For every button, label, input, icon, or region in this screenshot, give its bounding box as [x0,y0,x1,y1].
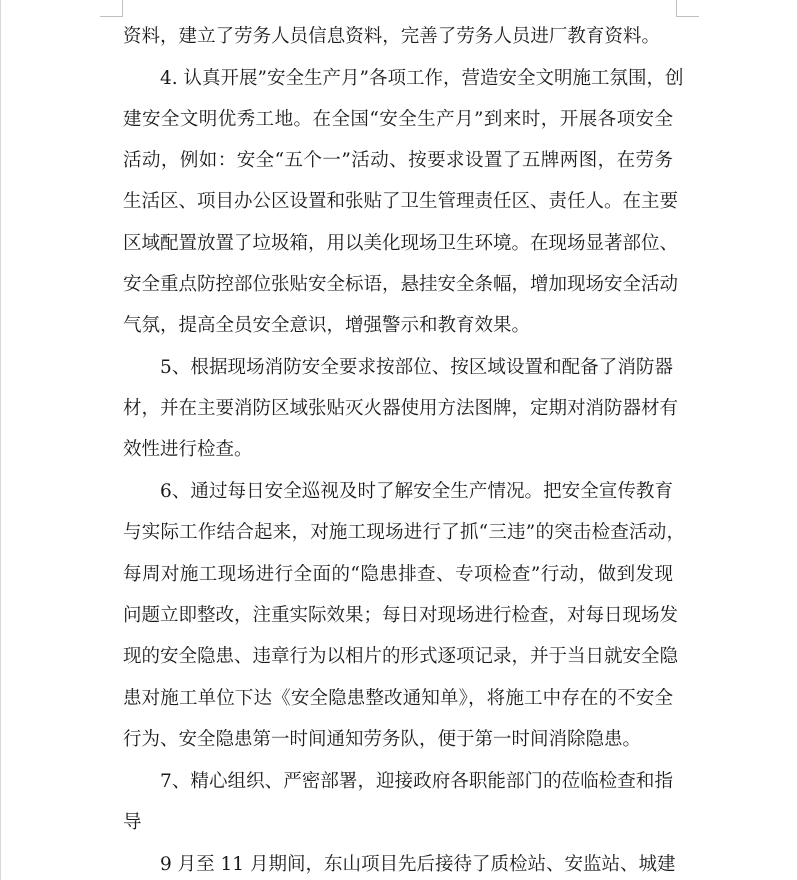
text-line: 4. 认真开展”安全生产月”各项工作，营造安全文明施工氛围，创 [160,68,684,89]
text-line: 与实际工作结合起来，对施工现场进行了抓“三违”的突击检查活动， [123,522,685,543]
text-line: 患对施工单位下达《安全隐患整改通知单》，将施工中存在的不安全 [123,688,673,709]
text-line: 效性进行检查。 [123,439,253,460]
text-line: 生活区、项目办公区设置和张贴了卫生管理责任区、责任人。在主要 [123,191,679,212]
text-line: 每周对施工现场进行全面的“隐患排查、专项检查”行动，做到发现 [123,564,673,585]
text-line: 安全重点防控部位张贴安全标语，悬挂安全条幅，增加现场安全活动 [123,274,679,295]
text-line: 导 [123,812,142,833]
text-line: 9 月至 11 月期间，东山项目先后接待了质检站、安监站、城建 [160,854,676,875]
text-line: 6、通过每日安全巡视及时了解安全生产情况。把安全宣传教育 [160,481,673,502]
text-line: 建安全文明优秀工地。在全国“安全生产月”到来时，开展各项安全 [123,109,673,130]
text-line: 7、精心组织、严密部署，迎接政府各职能部门的莅临检查和指 [160,771,673,792]
text-line: 5、根据现场消防安全要求按部位、按区域设置和配备了消防器 [160,357,673,378]
text-line: 现的安全隐患、违章行为以相片的形式逐项记录，并于当日就安全隐 [123,646,679,667]
text-line: 气氛，提高全员安全意识，增强警示和教育效果。 [123,315,531,336]
text-line: 资料，建立了劳务人员信息资料，完善了劳务人员进厂教育资料。 [123,26,660,47]
text-line: 活动，例如：安全“五个一”活动、按要求设置了五牌两图，在劳务 [123,150,673,171]
text-line: 行为、安全隐患第一时间通知劳务队，便于第一时间消除隐患。 [123,729,642,750]
text-line: 区域配置放置了垃圾箱，用以美化现场卫生环境。在现场显著部位、 [123,233,679,254]
text-line: 材，并在主要消防区域张贴灭火器使用方法图牌，定期对消防器材有 [123,398,679,419]
text-line: 问题立即整改，注重实际效果；每日对现场进行检查，对每日现场发 [123,605,679,626]
